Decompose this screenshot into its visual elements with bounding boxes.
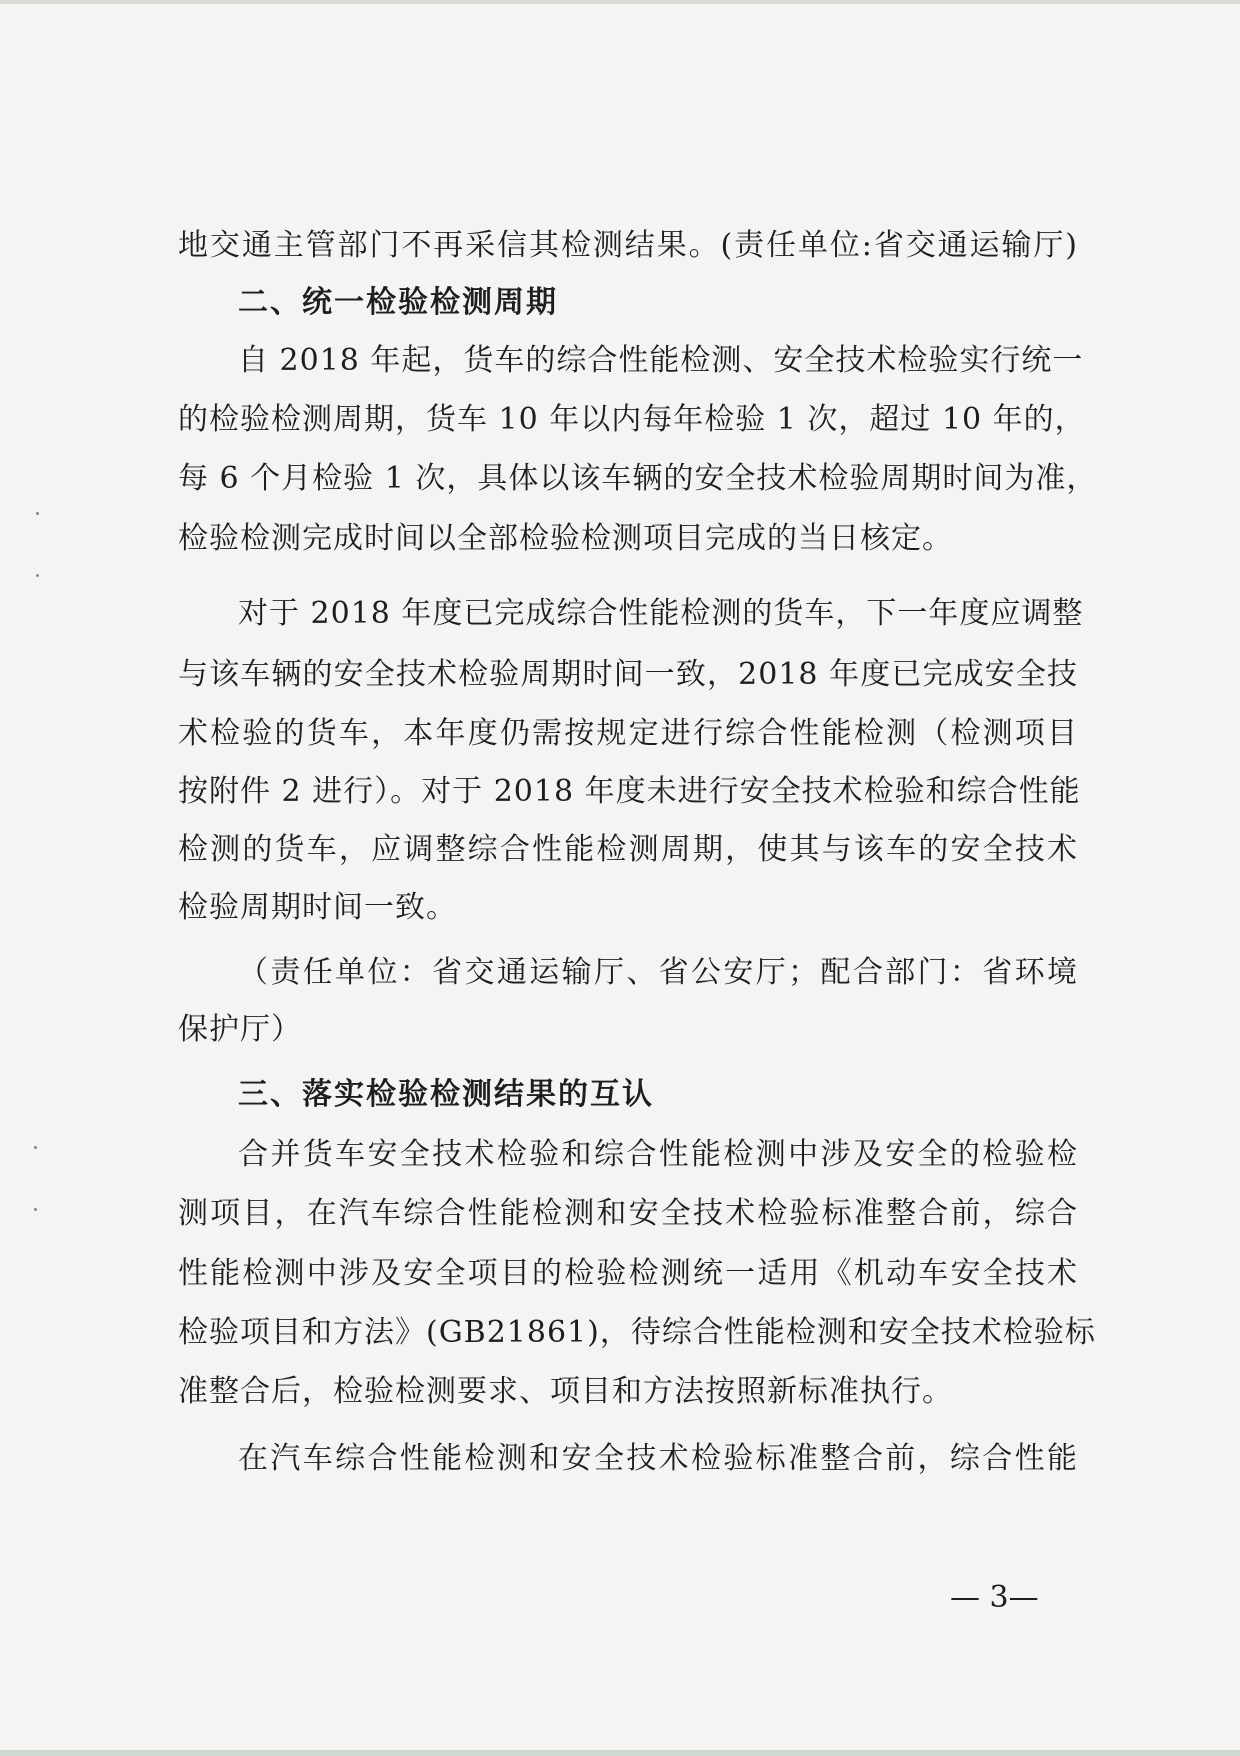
paragraph-line: 在汽车综合性能检测和安全技术检验标准整合前，综合性能 — [238, 1441, 1078, 1476]
section-heading-2: 二、统一检验检测周期 — [238, 285, 558, 320]
paragraph-line: 性能检测中涉及安全项目的检验检测统一适用《机动车安全技术 — [178, 1256, 1078, 1291]
paragraph-line: 准整合后，检验检测要求、项目和方法按照新标准执行。 — [178, 1374, 953, 1409]
scan-artifact-dot — [36, 574, 39, 577]
paragraph-line: 合并货车安全技术检验和综合性能检测中涉及安全的检验检 — [238, 1137, 1078, 1172]
paragraph-line: 检测的货车，应调整综合性能检测周期，使其与该车的安全技术 — [178, 832, 1078, 867]
page-top-edge — [0, 0, 1240, 4]
paragraph-line: 每 6 个月检验 1 次，具体以该车辆的安全技术检验周期时间为准， — [178, 461, 1098, 496]
paragraph-line: 检验周期时间一致。 — [178, 890, 457, 925]
paragraph-line: 检验检测完成时间以全部检验检测项目完成的当日核定。 — [178, 521, 953, 556]
scan-artifact-dot — [34, 1146, 37, 1149]
section-heading-3: 三、落实检验检测结果的互认 — [238, 1077, 654, 1112]
paragraph-line: 按附件 2 进行）。对于 2018 年度未进行安全技术检验和综合性能 — [178, 774, 1081, 809]
scan-artifact-dot — [34, 1208, 37, 1211]
paragraph-line: 的检验检测周期，货车 10 年以内每年检验 1 次，超过 10 年的， — [178, 402, 1086, 437]
paragraph-line: 检验项目和方法》(GB21861)，待综合性能检测和安全技术检验标 — [178, 1315, 1096, 1350]
page-number: — 3— — [950, 1580, 1039, 1615]
responsibility-note: （责任单位：省交通运输厅、省公安厅；配合部门：省环境 — [238, 955, 1078, 990]
paragraph-line: 测项目，在汽车综合性能检测和安全技术检验标准整合前，综合 — [178, 1196, 1078, 1231]
paragraph-line: 对于 2018 年度已完成综合性能检测的货车，下一年度应调整 — [238, 596, 1084, 631]
paragraph-line: 地交通主管部门不再采信其检测结果。(责任单位:省交通运输厅) — [178, 228, 1078, 263]
paragraph-line: 术检验的货车，本年度仍需按规定进行综合性能检测（检测项目 — [178, 716, 1078, 751]
paragraph-line: 与该车辆的安全技术检验周期时间一致，2018 年度已完成安全技 — [178, 657, 1078, 692]
page-bottom-edge — [0, 1750, 1240, 1756]
scan-artifact-dot — [36, 512, 39, 515]
responsibility-note: 保护厅） — [178, 1012, 302, 1047]
paragraph-line: 自 2018 年起，货车的综合性能检测、安全技术检验实行统一 — [238, 343, 1084, 378]
